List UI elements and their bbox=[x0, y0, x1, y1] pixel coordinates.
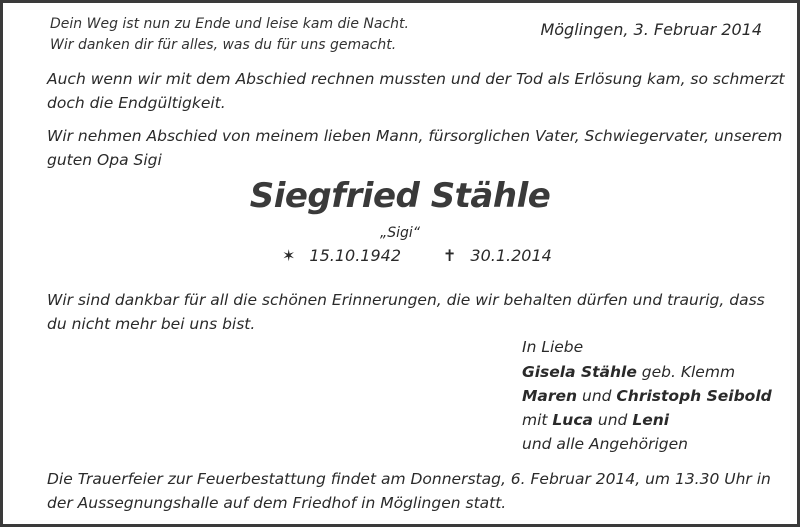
intro-line-1: Auch wenn wir mit dem Abschied rechnen mussten und der Tod als Erlösung kam, so schmerzt bbox=[47, 70, 785, 88]
signer-name: Luca bbox=[552, 411, 593, 429]
cross-icon: ✝ bbox=[443, 246, 457, 265]
farewell-line-1: Wir nehmen Abschied von meinem lieben Mann, fürsorglichen Vater, Schwiegervater, unserem bbox=[47, 127, 783, 145]
gratitude-line-2: du nicht mehr bei uns bist. bbox=[47, 315, 256, 333]
signature-greeting: In Liebe bbox=[522, 338, 584, 356]
birth-date: 15.10.1942 bbox=[309, 246, 402, 265]
connector-text: und bbox=[577, 387, 617, 405]
signer-name: Leni bbox=[632, 411, 670, 429]
signer-name: Gisela Stähle bbox=[522, 363, 637, 381]
signature-line-2 bbox=[522, 384, 772, 408]
birth-date-group bbox=[282, 246, 401, 265]
signature-line-3 bbox=[522, 408, 669, 432]
death-date-group bbox=[443, 246, 552, 265]
farewell-line-2: guten Opa Sigi bbox=[47, 151, 162, 169]
funeral-line-2: der Aussegnungshalle auf dem Friedhof in Möglingen statt. bbox=[47, 494, 507, 512]
signer-name: Christoph Seibold bbox=[616, 387, 772, 405]
signer-name: Maren bbox=[522, 387, 578, 405]
signer-maiden-name: geb. Klemm bbox=[636, 363, 736, 381]
motto-line-1: Dein Weg ist nun zu Ende und leise kam die Nacht. bbox=[50, 16, 409, 32]
signature-line-1 bbox=[522, 360, 735, 384]
gratitude-line-1: Wir sind dankbar für all die schönen Erinnerungen, die wir behalten dürfen und traurig, dass bbox=[47, 291, 765, 309]
connector-text: mit bbox=[522, 411, 553, 429]
place-date: Möglingen, 3. Februar 2014 bbox=[540, 20, 762, 39]
deceased-nickname: „Sigi“ bbox=[379, 225, 421, 241]
motto-line-2: Wir danken dir für alles, was du für uns gemacht. bbox=[50, 37, 397, 53]
death-date: 30.1.2014 bbox=[470, 246, 552, 265]
intro-line-2: doch die Endgültigkeit. bbox=[47, 94, 226, 112]
star-icon: ✶ bbox=[282, 246, 296, 265]
signature-line-4: und alle Angehörigen bbox=[522, 435, 688, 453]
funeral-line-1: Die Trauerfeier zur Feuerbestattung findet am Donnerstag, 6. Februar 2014, um 13.30 Uhr in bbox=[47, 470, 771, 488]
deceased-name: Siegfried Stähle bbox=[249, 176, 551, 216]
connector-text: und bbox=[592, 411, 633, 429]
